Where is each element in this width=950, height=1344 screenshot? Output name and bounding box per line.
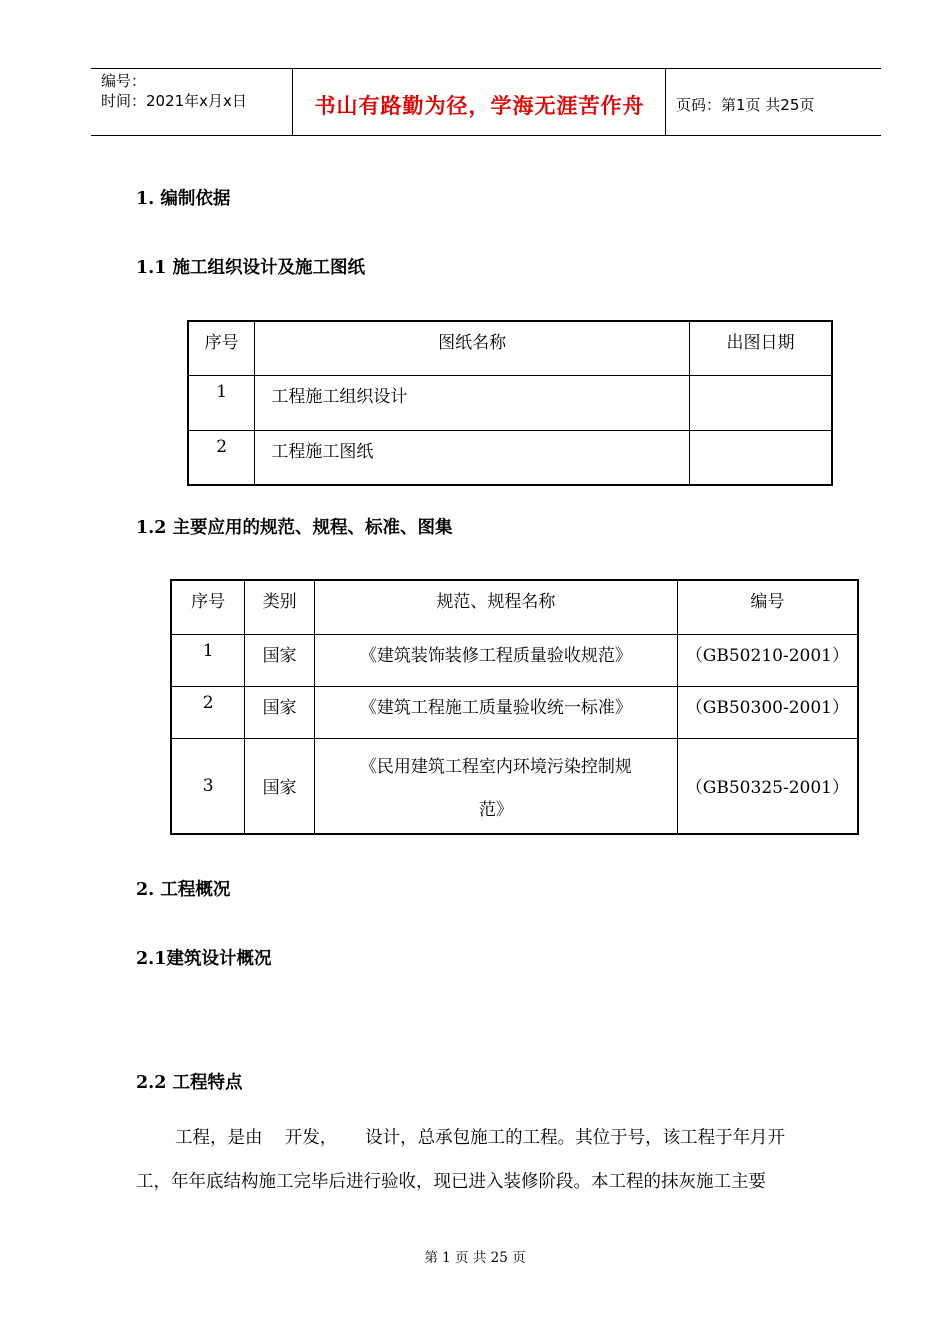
table-cell-name: 工程施工组织设计 — [255, 375, 690, 430]
heading-section-1-2: 1.2 主要应用的规范、规程、标准、图集 — [136, 518, 453, 538]
table-header-row — [188, 321, 832, 375]
table-row — [171, 634, 858, 686]
heading-section-1-1: 1.1 施工组织设计及施工图纸 — [136, 258, 366, 278]
table-cell-code: （GB50210-2001） — [677, 634, 858, 686]
table-cell-type: 国家 — [245, 686, 315, 738]
table-cell-type: 国家 — [245, 634, 315, 686]
table-row — [188, 375, 832, 430]
table-header-cell: 序号 — [171, 580, 245, 634]
heading-section-2-1: 2.1建筑设计概况 — [136, 949, 272, 969]
heading-section-2-2: 2.2 工程特点 — [136, 1073, 243, 1093]
body-paragraph-line-2: 工，年年底结构施工完毕后进行验收，现已进入装修阶段。本工程的抹灰施工主要 — [136, 1172, 766, 1192]
table-cell-name: 工程施工图纸 — [255, 430, 690, 485]
table-row — [188, 430, 832, 485]
table-cell-name: 《建筑工程施工质量验收统一标准》 — [315, 686, 678, 738]
table-cell-date — [689, 375, 832, 430]
table-cell-no: 1 — [171, 634, 245, 686]
table-header-cell: 编号 — [677, 580, 858, 634]
table-cell-type: 国家 — [245, 738, 315, 834]
body-paragraph-line-1: 工程，是由 开发， 设计，总承包施工的工程。其位于号，该工程于年月开 — [175, 1128, 786, 1148]
table-header-cell: 图纸名称 — [255, 321, 690, 375]
page-indicator: 页码：第1页 共25页 — [676, 96, 815, 114]
table-header-cell: 规范、规程名称 — [315, 580, 678, 634]
table-cell-no: 1 — [188, 375, 255, 430]
standards-table — [170, 579, 859, 835]
table-cell-no: 2 — [188, 430, 255, 485]
table-header-cell: 序号 — [188, 321, 255, 375]
heading-section-1: 1. 编制依据 — [136, 189, 231, 209]
heading-section-2: 2. 工程概况 — [136, 880, 231, 900]
page-footer: 第 1 页 共 25 页 — [424, 1250, 526, 1266]
doc-time-label: 时间：2021年x月x日 — [101, 92, 247, 110]
drawings-table — [187, 320, 833, 486]
table-row — [171, 686, 858, 738]
table-cell-code: （GB50325-2001） — [677, 738, 858, 834]
table-cell-name: 《民用建筑工程室内环境污染控制规 范》 — [315, 738, 678, 834]
table-header-cell: 出图日期 — [689, 321, 832, 375]
header-motto: 书山有路勤为径，学海无涯苦作舟 — [314, 94, 645, 118]
table-cell-no: 3 — [171, 738, 245, 834]
header-top-rule — [91, 68, 881, 69]
header-bottom-rule — [91, 135, 881, 136]
table-row — [171, 738, 858, 834]
table-cell-no: 2 — [171, 686, 245, 738]
table-header-row — [171, 580, 858, 634]
table-cell-name: 《建筑装饰装修工程质量验收规范》 — [315, 634, 678, 686]
table-cell-code: （GB50300-2001） — [677, 686, 858, 738]
table-cell-date — [689, 430, 832, 485]
table-header-cell: 类别 — [245, 580, 315, 634]
doc-number-label: 编号： — [101, 72, 147, 90]
